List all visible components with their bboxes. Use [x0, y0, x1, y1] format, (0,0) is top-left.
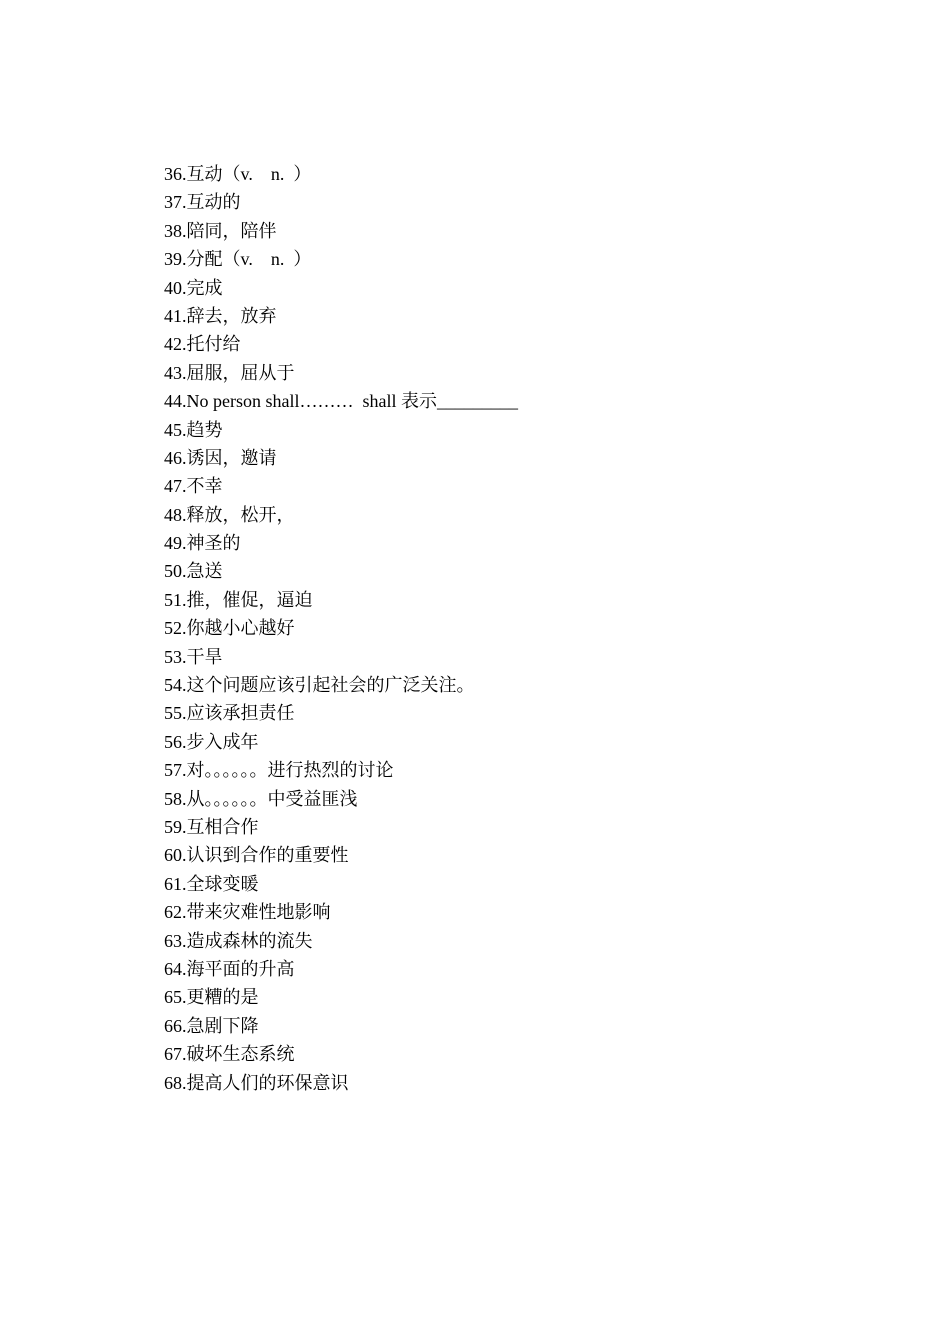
list-item: 68.提高人们的环保意识 [164, 1072, 349, 1093]
list-item: 44.No person shall……… shall 表示_________ [164, 391, 518, 412]
list-item: 56.步入成年 [164, 731, 259, 752]
list-item: 51.推，催促，逼迫 [164, 589, 313, 610]
list-item: 37.互动的 [164, 192, 241, 213]
list-item: 52.你越小心越好 [164, 618, 295, 639]
list-item: 59.互相合作 [164, 816, 259, 837]
list-item: 36.互动（v. n. ） [164, 164, 312, 184]
list-item: 64.海平面的升高 [164, 958, 295, 979]
list-item: 47.不幸 [164, 476, 223, 497]
list-item: 62.带来灾难性地影响 [164, 902, 331, 923]
list-item: 55.应该承担责任 [164, 703, 295, 724]
vocabulary-list [164, 160, 518, 1097]
list-item: 65.更糟的是 [164, 987, 259, 1008]
list-item: 43.屈服，屈从于 [164, 362, 295, 383]
list-item: 46.诱因，邀请 [164, 447, 277, 468]
list-item: 41.辞去，放弃 [164, 305, 277, 326]
list-item: 39.分配（v. n. ） [164, 249, 312, 270]
list-item: 63.造成森林的流失 [164, 930, 313, 951]
list-item: 48.释放，松开， [164, 504, 295, 525]
list-item: 67.破坏生态系统 [164, 1044, 295, 1065]
list-item: 60.认识到合作的重要性 [164, 845, 349, 866]
list-item: 40.完成 [164, 277, 223, 298]
list-item: 38.陪同，陪伴 [164, 220, 277, 241]
list-item: 53.干旱 [164, 646, 223, 667]
list-item: 54.这个问题应该引起社会的广泛关注。 [164, 675, 475, 696]
list-item: 58.从。。。。。。中受益匪浅 [164, 788, 358, 809]
list-item: 45.趋势 [164, 419, 223, 440]
list-item: 42.托付给 [164, 334, 241, 355]
list-item: 49.神圣的 [164, 533, 241, 554]
list-item: 57.对。。。。。。进行热烈的讨论 [164, 760, 394, 781]
list-item: 66.急剧下降 [164, 1015, 259, 1036]
list-item: 50.急送 [164, 561, 223, 582]
list-item: 61.全球变暖 [164, 873, 259, 894]
